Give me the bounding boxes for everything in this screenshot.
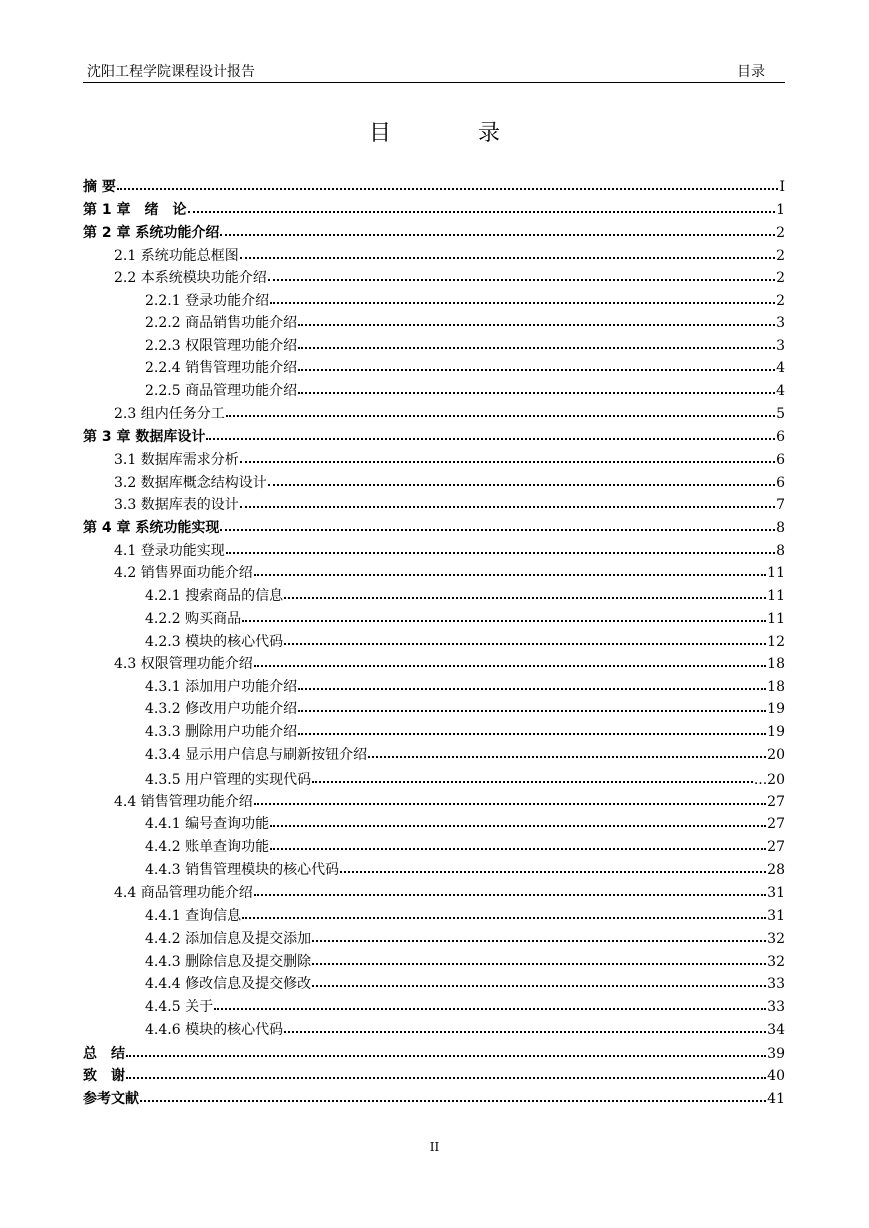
toc-entry[interactable] [114, 403, 785, 425]
toc-leader-dots [312, 939, 766, 942]
toc-leader-dots [240, 505, 775, 508]
toc-entry[interactable] [83, 426, 785, 448]
toc-entry-label: 3.1 数据库需求分析 [114, 452, 239, 468]
toc-leader-dots [254, 893, 766, 896]
toc-entry[interactable] [145, 1019, 785, 1041]
toc-entry[interactable] [114, 540, 785, 562]
toc-entry-label: 4.4.1 查询信息 [145, 908, 242, 924]
toc-entry-page: 18 [767, 679, 785, 695]
toc-entry-page: 6 [776, 475, 785, 491]
running-header [83, 62, 785, 83]
toc-leader-dots [214, 1007, 766, 1010]
toc-entry-page: 39 [767, 1046, 785, 1062]
toc-entry-page: 3 [776, 315, 785, 331]
toc-entry-page: 3 [776, 338, 785, 354]
toc-entry[interactable] [145, 380, 785, 402]
toc-entry[interactable] [145, 290, 785, 312]
toc-entry-label: 4.2.2 购买商品 [145, 611, 242, 627]
toc-entry-page: 18 [767, 656, 785, 672]
toc-entry-page: 27 [767, 794, 785, 810]
toc-entry-page: 1 [776, 202, 785, 218]
toc-entry-label: 2.2.2 商品销售功能介绍 [145, 315, 298, 331]
toc-entry-label: 4.3.5 用户管理的实现代码 [145, 772, 312, 788]
toc-entry[interactable] [145, 951, 785, 973]
toc-entry-page: 27 [767, 816, 785, 832]
toc-entry[interactable] [145, 769, 785, 791]
toc-entry-label: 参考文献 [83, 1091, 139, 1107]
toc-leader-dots [254, 573, 766, 576]
toc-entry[interactable] [145, 357, 785, 379]
toc-entry-label: 4.4 商品管理功能介绍 [114, 885, 253, 901]
toc-entry[interactable] [83, 1043, 785, 1065]
toc-leader-dots [188, 210, 776, 213]
toc-entry-page: 28 [767, 862, 785, 878]
toc-entry-label: 4.4.1 编号查询功能 [145, 816, 270, 832]
toc-entry-label: 4.4 销售管理功能介绍 [114, 794, 253, 810]
toc-entry-page: 34 [767, 1022, 785, 1038]
toc-entry-label: 4.2 销售界面功能介绍 [114, 565, 253, 581]
toc-entry[interactable] [114, 472, 785, 494]
toc-entry-label: 4.4.3 删除信息及提交删除 [145, 954, 312, 970]
toc-entry-label: 4.4.5 关于 [145, 999, 214, 1015]
toc-entry[interactable] [83, 199, 785, 221]
toc-entry-page: 2 [776, 248, 785, 264]
toc-leader-dots [298, 391, 775, 394]
toc-entry-page: I [779, 179, 785, 195]
toc-entry-page: ...20 [753, 772, 785, 788]
toc-leader-dots [254, 802, 766, 805]
toc-leader-dots [298, 687, 766, 690]
toc-entry[interactable] [145, 608, 785, 630]
toc-entry-page: 27 [767, 839, 785, 855]
toc-entry[interactable] [145, 744, 785, 766]
toc-entry[interactable] [145, 721, 785, 743]
toc-entry-label: 摘 要 [83, 179, 116, 195]
toc-entry-page: 4 [776, 360, 785, 376]
toc-entry[interactable] [145, 905, 785, 927]
toc-leader-dots [284, 642, 766, 645]
toc-leader-dots [312, 780, 753, 783]
toc-entry[interactable] [114, 653, 785, 675]
toc-leader-dots [270, 301, 775, 304]
toc-entry[interactable] [83, 1065, 785, 1087]
toc-entry-label: 2.2.5 商品管理功能介绍 [145, 383, 298, 399]
toc-entry-page: 32 [767, 931, 785, 947]
toc-entry-label: 4.3 权限管理功能介绍 [114, 656, 253, 672]
toc-entry-page: 41 [767, 1091, 785, 1107]
toc-entry[interactable] [145, 631, 785, 653]
toc-leader-dots [298, 346, 775, 349]
toc-entry-label: 2.2 本系统模块功能介绍 [114, 270, 267, 286]
toc-entry[interactable] [145, 585, 785, 607]
toc-entry[interactable] [114, 449, 785, 471]
toc-entry-label: 4.3.4 显示用户信息与刷新按钮介绍 [145, 747, 368, 763]
toc-entry-label: 2.2.3 权限管理功能介绍 [145, 338, 298, 354]
toc-entry-page: 8 [776, 520, 785, 536]
toc-entry-page: 11 [767, 611, 785, 627]
toc-entry[interactable] [114, 882, 785, 904]
toc-entry-label: 2.2.4 销售管理功能介绍 [145, 360, 298, 376]
toc-leader-dots [126, 1054, 766, 1057]
toc-entry-page: 12 [767, 634, 785, 650]
toc-leader-dots [140, 1099, 766, 1102]
toc-entry-label: 4.3.1 添加用户功能介绍 [145, 679, 298, 695]
toc-entry-page: 11 [767, 588, 785, 604]
toc-entry-label: 第 4 章 系统功能实现 [83, 520, 220, 536]
toc-entry[interactable] [145, 698, 785, 720]
toc-entry[interactable] [145, 973, 785, 995]
toc-leader-dots [240, 460, 775, 463]
toc-entry-page: 2 [776, 225, 785, 241]
toc-entry-label: 4.4.4 修改信息及提交修改 [145, 976, 312, 992]
toc-entry[interactable] [83, 1088, 785, 1110]
toc-leader-dots [240, 256, 775, 259]
toc-entry-page: 4 [776, 383, 785, 399]
toc-leader-dots [226, 414, 775, 417]
toc-entry-label: 3.2 数据库概念结构设计 [114, 475, 267, 491]
toc-entry-label: 第 1 章 绪 论 [83, 202, 187, 218]
toc-entry[interactable] [145, 928, 785, 950]
toc-entry-page: 5 [776, 406, 785, 422]
toc-entry[interactable] [145, 813, 785, 835]
toc-entry-label: 2.3 组内任务分工 [114, 406, 225, 422]
toc-entry[interactable] [145, 836, 785, 858]
toc-entry[interactable] [114, 494, 785, 516]
toc-entry-label: 4.3.2 修改用户功能介绍 [145, 701, 298, 717]
toc-entry-page: 19 [767, 701, 785, 717]
toc-entry[interactable] [145, 859, 785, 881]
toc-entry[interactable] [83, 517, 785, 539]
toc-leader-dots [117, 187, 779, 190]
toc-entry-page: 8 [776, 543, 785, 559]
toc-entry[interactable] [83, 176, 785, 198]
toc-entry[interactable] [114, 245, 785, 267]
toc-leader-dots [254, 664, 766, 667]
toc-entry-label: 4.1 登录功能实现 [114, 543, 225, 559]
page-number: II [429, 1140, 440, 1154]
toc-entry-page: 32 [767, 954, 785, 970]
toc-entry-page: 31 [767, 885, 785, 901]
toc-entry[interactable] [114, 267, 785, 289]
toc-entry[interactable] [145, 676, 785, 698]
header-section-title: 目录 [737, 64, 765, 80]
toc-leader-dots [312, 962, 766, 965]
toc-entry-page: 11 [767, 565, 785, 581]
toc-entry[interactable] [145, 335, 785, 357]
toc-entry-label: 4.4.2 账单查询功能 [145, 839, 270, 855]
toc-leader-dots [298, 323, 775, 326]
toc-leader-dots [126, 1076, 766, 1079]
toc-leader-dots [340, 870, 766, 873]
toc-leader-dots [298, 732, 766, 735]
toc-leader-dots [206, 437, 775, 440]
toc-entry-label: 2.1 系统功能总框图 [114, 248, 239, 264]
toc-leader-dots [268, 278, 775, 281]
toc-entry-page: 20 [767, 747, 785, 763]
toc-leader-dots [270, 824, 766, 827]
toc-entry-page: 31 [767, 908, 785, 924]
toc-entry-label: 4.2.1 搜索商品的信息 [145, 588, 284, 604]
toc-entry-label: 4.4.6 模块的核心代码 [145, 1022, 284, 1038]
toc-entry-page: 6 [776, 452, 785, 468]
toc-leader-dots [242, 619, 766, 622]
toc-entry-label: 总 结 [83, 1046, 125, 1062]
toc-entry-page: 33 [767, 976, 785, 992]
toc-entry-page: 40 [767, 1068, 785, 1084]
toc-entry-page: 7 [776, 497, 785, 513]
toc-entry-page: 33 [767, 999, 785, 1015]
toc-entry-page: 2 [776, 270, 785, 286]
toc-entry-label: 4.4.2 添加信息及提交添加 [145, 931, 312, 947]
toc-entry[interactable] [114, 791, 785, 813]
toc-leader-dots [242, 916, 766, 919]
toc-leader-dots [368, 755, 766, 758]
toc-entry-page: 2 [776, 293, 785, 309]
toc-entry-label: 3.3 数据库表的设计 [114, 497, 239, 513]
toc-leader-dots [312, 984, 766, 987]
toc-entry-label: 4.2.3 模块的核心代码 [145, 634, 284, 650]
toc-leader-dots [284, 1030, 766, 1033]
toc-entry-label: 4.4.3 销售管理模块的核心代码 [145, 862, 340, 878]
toc-leader-dots [226, 551, 775, 554]
toc-entry-label: 第 3 章 数据库设计 [83, 429, 206, 445]
page-title: 目 录 [369, 121, 540, 146]
toc-leader-dots [220, 233, 775, 236]
toc-leader-dots [284, 596, 766, 599]
toc-leader-dots [220, 528, 775, 531]
toc-entry-page: 6 [776, 429, 785, 445]
toc-entry[interactable] [83, 222, 785, 244]
header-school-title: 沈阳工程学院课程设计报告 [87, 64, 255, 80]
toc-leader-dots [270, 847, 766, 850]
toc-leader-dots [298, 709, 766, 712]
toc-entry[interactable] [145, 996, 785, 1018]
toc-entry-label: 致 谢 [83, 1068, 125, 1084]
toc-entry[interactable] [114, 562, 785, 584]
toc-entry-label: 第 2 章 系统功能介绍 [83, 225, 220, 241]
toc-entry[interactable] [145, 312, 785, 334]
toc-entry-label: 2.2.1 登录功能介绍 [145, 293, 270, 309]
toc-entry-label: 4.3.3 删除用户功能介绍 [145, 724, 298, 740]
toc-leader-dots [268, 483, 775, 486]
toc-entry-page: 19 [767, 724, 785, 740]
toc-leader-dots [298, 368, 775, 371]
